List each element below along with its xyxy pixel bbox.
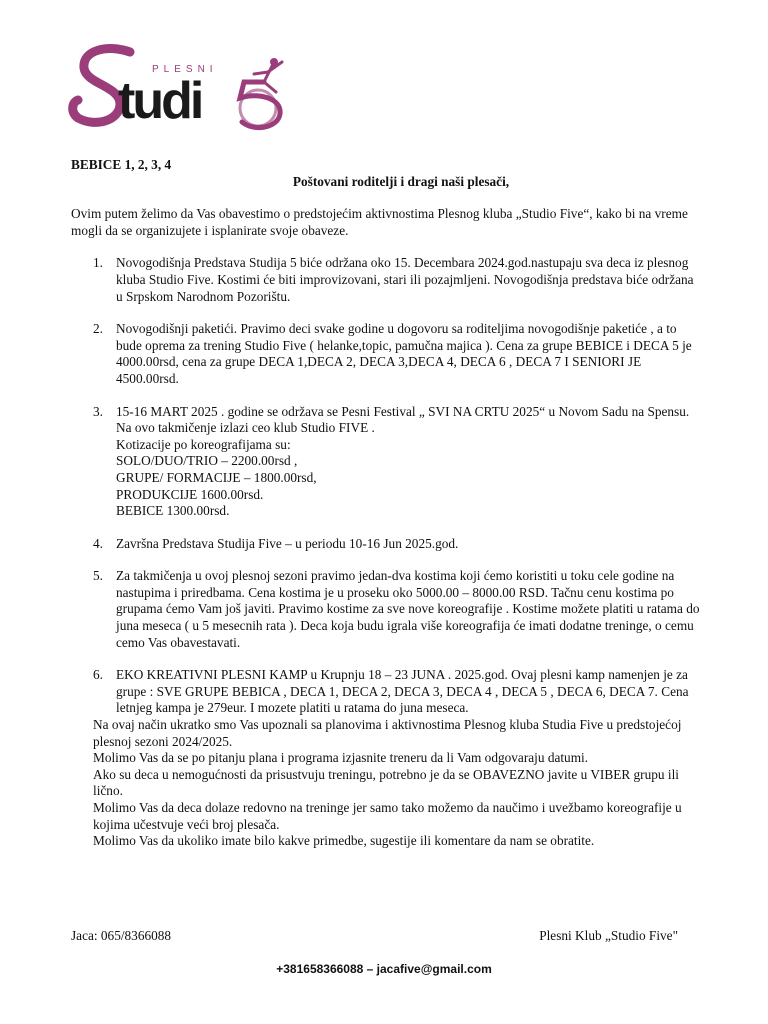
- list-item: [71, 568, 701, 651]
- list-item: [71, 321, 701, 387]
- closing-line: Molimo Vas da se po pitanju plana i programa izjasnite treneru da li Vam odgovaraju datumi.: [93, 750, 589, 766]
- intro-paragraph: Ovim putem želimo da Vas obavestimo o predstojećim aktivnostima Plesnog kluba „Studio Five“, kako bi na vreme mogli da se organizujete i isplanirate svoje obaveze.: [71, 206, 688, 238]
- fee-line: GRUPE/ FORMACIJE – 1800.00rsd,: [116, 469, 317, 485]
- group-label: BEBICE 1, 2, 3, 4: [71, 157, 172, 172]
- list-item: [71, 255, 701, 305]
- closing-line: Molimo Vas da ukoliko imate bilo kakve primedbe, sugestije ili komentare da nam se obratite.: [93, 833, 595, 849]
- item-number: 5.: [93, 568, 103, 584]
- fee-line: SOLO/DUO/TRIO – 2200.00rsd ,: [116, 453, 298, 469]
- closing-line: Na ovaj način ukratko smo Vas upoznali sa planovima i aktivnostima Plesnog kluba Studia Five u predstojećoj plesnoj sezoni 2024/2025.: [93, 717, 682, 749]
- item-text: EKO KREATIVNI PLESNI KAMP u Krupnju 18 – 23 JUNA . 2025.god. Ovaj plesni kamp namenjen je za grupe : SVE GRUPE BEBICA , DECA 1, DECA 2, DECA 3, DECA 4 , DECA 5 , DECA 6, DECA 7. Cena letnjeg kampa je 279eur. I mozete platiti u ratama do juna meseca.: [116, 667, 689, 716]
- item-text: Novogodišnja Predstava Studija 5 biće održana oko 15. Decembara 2024.god.nastupaju sva deca iz plesnog kluba Studio Five. Kostimi će biti improvizovani, stari ili pozajmljeni. Novogodišnja predstava biće održana u Srpskom Narodnom Pozorištu.: [116, 255, 694, 304]
- item-text: Novogodišnji paketići. Pravimo deci svake godine u dogovoru sa roditeljima novogodišnje paketiće , a to bude oprema za trening Studio Five ( helanke,topic, pamučna majica ). Cena za grupe BEBICE i DECA 5 je 4000.00rsd, cena za grupe DECA 1,DECA 2, DECA 3,DECA 4, DECA 6 , DECA 7 I SENIORI JE 4500.00rsd.: [116, 321, 692, 386]
- list-item: [71, 667, 701, 717]
- club-signature: Plesni Klub „Studio Five": [539, 928, 678, 943]
- closing-line: Molimo Vas da deca dolaze redovno na treninge jer samo tako možemo da naučimo i uvežbamo koreografije u kojima učestvuje veći broj plesača.: [93, 800, 682, 832]
- fee-line: PRODUKCIJE 1600.00rsd.: [116, 486, 264, 502]
- contact-line: +381658366088 – jacafive@gmail.com: [276, 962, 492, 976]
- item-number: 3.: [93, 403, 103, 419]
- list-item: [71, 404, 701, 520]
- svg-text:tudi: tudi: [118, 72, 202, 130]
- studio-five-logo: [68, 42, 292, 132]
- item-number: 1.: [93, 255, 103, 271]
- list-item: [71, 536, 701, 553]
- coach-phone: Jaca: 065/8366088: [71, 928, 172, 943]
- greeting: Poštovani roditelji i dragi naši plesači,: [292, 173, 510, 189]
- logo-caption: PLESNI: [152, 64, 218, 75]
- letter-body: [71, 157, 701, 850]
- item-text: Za takmičenja u ovoj plesnoj sezoni pravimo jedan-dva kostima koji ćemo koristiti u toku cele godine na nastupima i priredbama. Cena kostima je u proseku oko 5000.00 – 8000.00 RSD. Tačnu cenu kostima po grupama ćemo Vam još javiti. Pravimo kostime za sve nove koreografije . Kostime možete platiti u ratama do juna meseca ( u 5 mesecnih rata ). Deca koja budu igrala više koreografija će imati dodatne treninge, o cemu cemo Vas obavestavati.: [116, 568, 700, 650]
- item-number: 2.: [93, 321, 103, 337]
- closing-line: Ako su deca u nemogućnosti da prisustvuju treningu, potrebno je da se OBAVEZNO javite u VIBER grupu ili lično.: [93, 766, 679, 799]
- item-number: 6.: [93, 667, 103, 683]
- fee-line: BEBICE 1300.00rsd.: [116, 503, 230, 519]
- activity-list: [71, 255, 701, 717]
- fee-heading: Kotizacije po koreografijama su:: [116, 436, 291, 452]
- item-text: Završna Predstava Studija Five – u periodu 10-16 Jun 2025.god.: [116, 535, 459, 551]
- item-number: 4.: [93, 535, 103, 551]
- item-text: 15-16 MART 2025 . godine se održava se Pesni Festival „ SVI NA CRTU 2025“ u Novom Sadu na Spensu. Na ovo takmičenje izlazi ceo klub Studio FIVE .: [116, 403, 690, 436]
- closing-section: [71, 717, 701, 850]
